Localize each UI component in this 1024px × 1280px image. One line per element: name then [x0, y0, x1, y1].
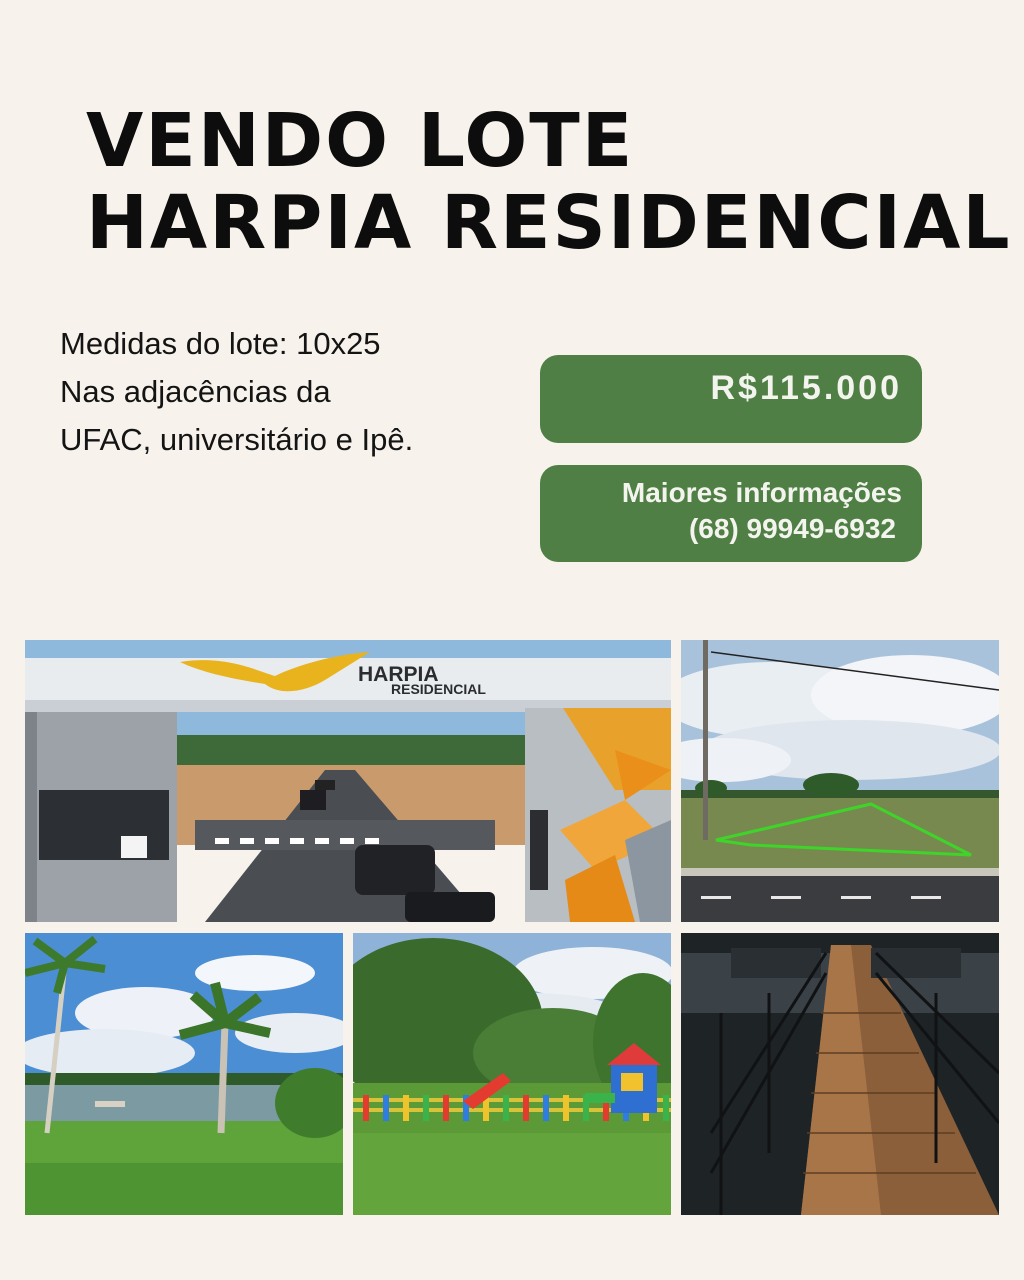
- entrance-gate-photo: [25, 640, 671, 922]
- lot-details: [60, 320, 413, 464]
- contact-badge[interactable]: [540, 465, 922, 562]
- gate-sign-harpia: HARPIA: [358, 663, 439, 686]
- lot-size-text: Medidas do lote: 10x25: [60, 326, 381, 361]
- price-text: R$115.000: [710, 369, 902, 407]
- gate-sign-residencial: RESIDENCIAL: [391, 681, 486, 697]
- location-text-2: UFAC, universitário e Ipê.: [60, 422, 414, 457]
- pier-photo: [681, 933, 999, 1215]
- headline-line-2: HARPIA RESIDENCIAL: [86, 180, 1012, 266]
- headline-line-1: VENDO LOTE: [86, 98, 635, 184]
- price-badge: [540, 355, 922, 443]
- lake-palms-photo: [25, 933, 343, 1215]
- headline: [86, 100, 1012, 264]
- lot-field-photo: [681, 640, 999, 922]
- contact-label: Maiores informações: [621, 477, 902, 508]
- playground-photo: [353, 933, 671, 1215]
- contact-phone[interactable]: (68) 99949-6932: [688, 513, 896, 544]
- location-text-1: Nas adjacências da: [60, 374, 331, 409]
